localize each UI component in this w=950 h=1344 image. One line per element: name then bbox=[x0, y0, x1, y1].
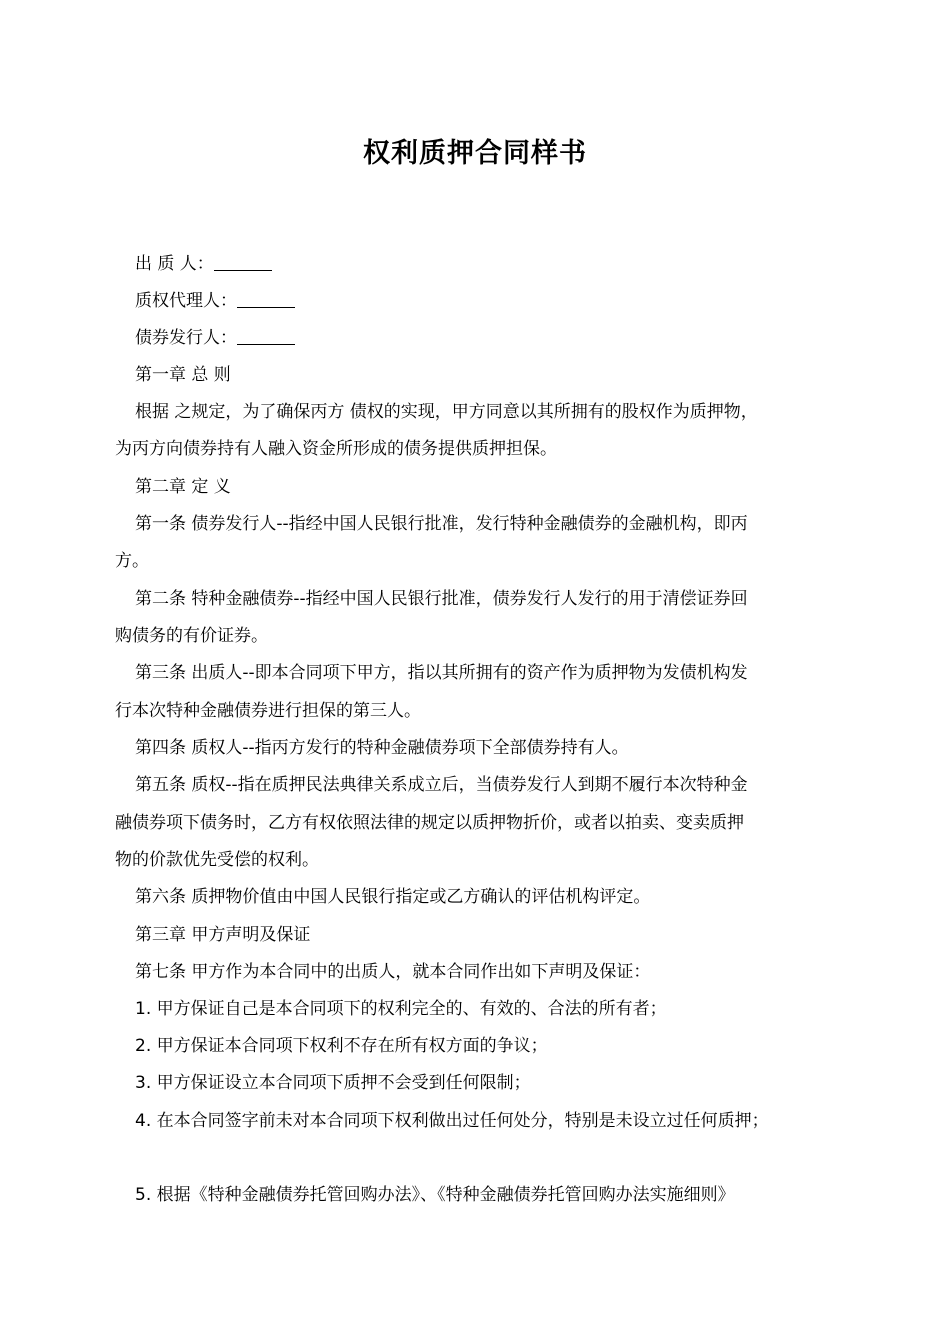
article7-item4: 4. 在本合同签字前未对本合同项下权利做出过任何处分，特别是未设立过任何质押； bbox=[135, 1111, 769, 1131]
document-title: 权利质押合同样书 bbox=[363, 138, 587, 169]
article5-line1: 第五条 质权--指在质押民法典律关系成立后，当债券发行人到期不履行本次特种金 bbox=[135, 775, 748, 795]
chapter1-heading: 第一章 总 则 bbox=[135, 365, 231, 385]
article1-line1: 第一条 债券发行人--指经中国人民银行批准，发行特种金融债券的金融机构，即丙 bbox=[135, 514, 748, 534]
chapter1-paragraph-line1: 根据 之规定，为了确保丙方 债权的实现，甲方同意以其所拥有的股权作为质押物， bbox=[135, 402, 758, 422]
chapter1-paragraph-line2: 为丙方向债券持有人融入资金所形成的债务提供质押担保。 bbox=[115, 439, 557, 459]
pledge-agent-line bbox=[115, 289, 875, 313]
article7-line1: 第七条 甲方作为本合同中的出质人，就本合同作出如下声明及保证： bbox=[135, 962, 651, 982]
pledgor-blank bbox=[214, 253, 272, 271]
article5-line3: 物的价款优先受偿的权利。 bbox=[115, 850, 319, 870]
article2-line1: 第二条 特种金融债券--指经中国人民银行批准，债券发行人发行的用于清偿证券回 bbox=[135, 589, 748, 609]
article2-line2: 购债务的有价证券。 bbox=[115, 626, 268, 646]
pledgor-label: 出 质 人： bbox=[135, 254, 214, 274]
chapter2-heading: 第二章 定 义 bbox=[135, 477, 231, 497]
article7-item1: 1. 甲方保证自己是本合同项下的权利完全的、有效的、合法的所有者； bbox=[135, 999, 667, 1019]
bond-issuer-label: 债券发行人： bbox=[135, 328, 237, 348]
article3-line1: 第三条 出质人--即本合同项下甲方，指以其所拥有的资产作为质押物为发债机构发 bbox=[135, 663, 748, 683]
article7-item2: 2. 甲方保证本合同项下权利不存在所有权方面的争议； bbox=[135, 1036, 548, 1056]
bond-issuer-blank bbox=[237, 327, 295, 345]
article7-item5: 5. 根据《特种金融债券托管回购办法》、《特种金融债券托管回购办法实施细则》 bbox=[135, 1185, 735, 1205]
pledgor-line bbox=[115, 252, 875, 276]
article6-line1: 第六条 质押物价值由中国人民银行指定或乙方确认的评估机构评定。 bbox=[135, 887, 651, 907]
article7-item3: 3. 甲方保证设立本合同项下质押不会受到任何限制； bbox=[135, 1073, 531, 1093]
chapter3-heading: 第三章 甲方声明及保证 bbox=[135, 925, 311, 945]
article1-line2: 方。 bbox=[115, 551, 149, 571]
pledge-agent-blank bbox=[237, 290, 295, 308]
bond-issuer-line bbox=[115, 326, 875, 350]
pledge-agent-label: 质权代理人： bbox=[135, 291, 237, 311]
article3-line2: 行本次特种金融债券进行担保的第三人。 bbox=[115, 701, 421, 721]
article5-line2: 融债券项下债务时，乙方有权依照法律的规定以质押物折价，或者以拍卖、变卖质押 bbox=[115, 813, 744, 833]
article4-line1: 第四条 质权人--指丙方发行的特种金融债券项下全部债券持有人。 bbox=[135, 738, 629, 758]
